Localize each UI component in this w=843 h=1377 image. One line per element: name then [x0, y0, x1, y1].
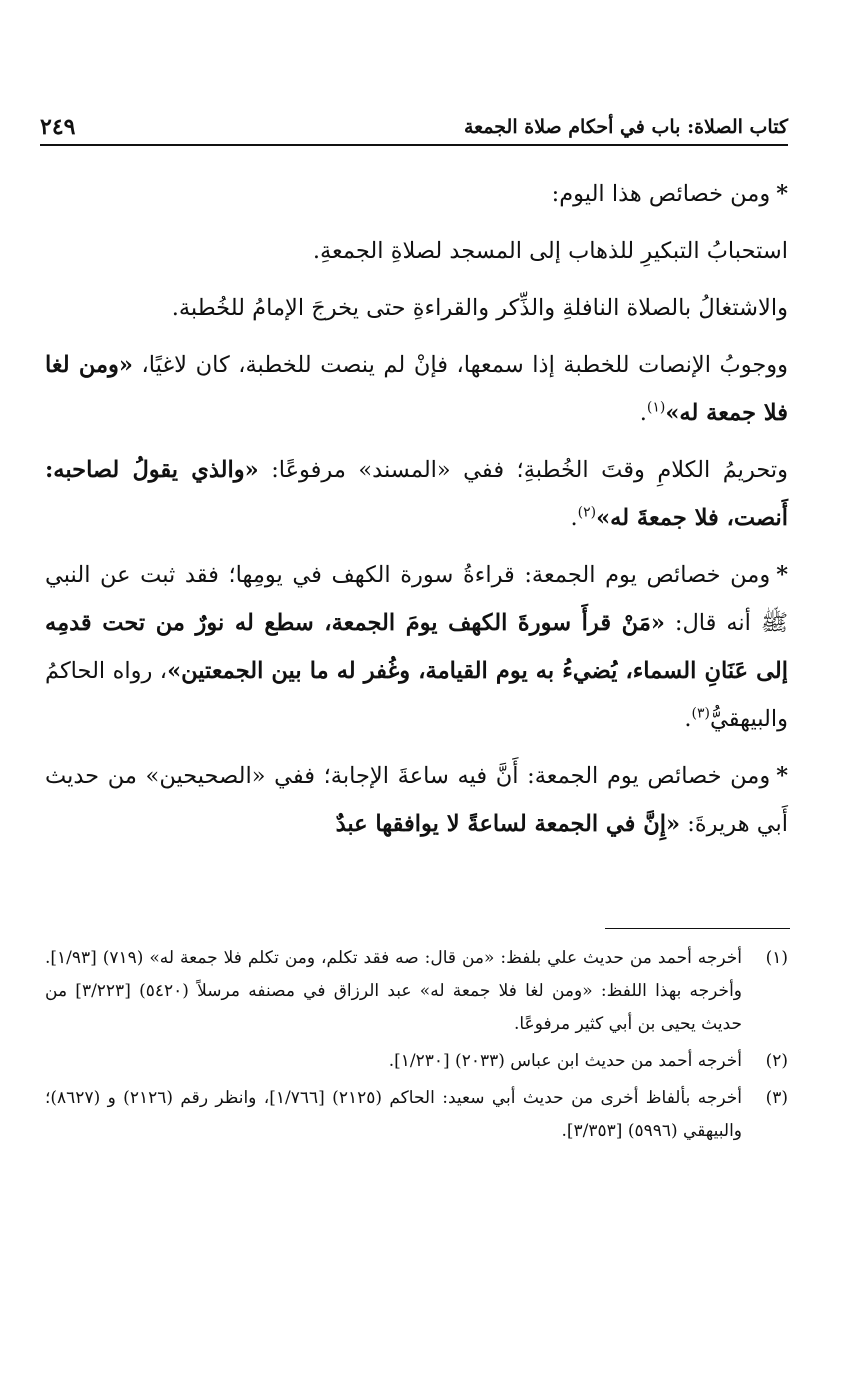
- footnote-ref: (٢): [577, 504, 597, 521]
- footnote-text: أخرجه أحمد من حديث علي بلفظ: «من قال: صه فقد تكلم، ومن تكلم فلا جمعة له» (٧١٩) [١/٩٣]. وأخرجه بهذا اللفظ: «ومن لغا فلا جمعة له» عبد الرزاق في مصنفه مرسلاً (٥٤٢٠) [٣/٢٢٣] من حديث يحيى بن أبي كثير مرفوعًا.: [45, 948, 742, 1034]
- paragraph-text: ومن خصائص يوم الجمعة: أَنَّ فيه ساعةَ الإجابة؛ ففي «الصحيحين» من حديث أَبي هريرةَ:: [45, 763, 788, 837]
- main-text: [45, 170, 788, 857]
- paragraph-text: وتحريمُ الكلامِ وقتَ الخُطبةِ؛ ففي «المسند» مرفوعًا:: [271, 457, 789, 483]
- paragraph-text: ومن خصائص هذا اليوم:: [551, 181, 771, 207]
- sentence-end: .: [684, 706, 692, 732]
- footnote-ref: (١): [646, 399, 666, 416]
- footnote-2: [45, 1045, 788, 1078]
- paragraph-4: [45, 341, 788, 437]
- sentence-end: .: [570, 505, 578, 531]
- paragraph-text: والاشتغالُ بالصلاة النافلةِ والذِّكر والقراءةِ حتى يخرجَ الإمامُ للخُطبة.: [171, 295, 788, 321]
- paragraph-6: [45, 551, 788, 743]
- page-header: [40, 98, 788, 146]
- paragraph-3: [45, 284, 788, 332]
- footnote-text: أخرجه أحمد من حديث ابن عباس (٢٠٣٣) [١/٢٣٠].: [388, 1051, 742, 1071]
- paragraph-1: [45, 170, 788, 218]
- hadith-quote: «إِنَّ في الجمعة لساعةً لا يوافقها عبدٌ: [335, 811, 681, 837]
- paragraph-tail: ، رواه الحاكمُ والبيهقيُّ: [45, 658, 788, 732]
- footnote-number: (٣): [765, 1088, 788, 1108]
- paragraph-5: [45, 446, 788, 542]
- running-title: كتاب الصلاة: باب في أحكام صلاة الجمعة: [463, 116, 788, 138]
- paragraph-text: ووجوبُ الإنصات للخطبة إذا سمعها، فإنْ لم ينصت للخطبة، كان لاغيًا،: [141, 352, 788, 378]
- footnote-text: أخرجه بألفاظ أخرى من حديث أبي سعيد: الحاكم (٢١٢٥) [١/٧٦٦]، وانظر رقم (٢١٢٦) و (٨٦٢٧)؛ والبيهقي (٥٩٩٦) [٣/٣٥٣].: [45, 1088, 743, 1141]
- paragraph-text: ومن خصائص يوم الجمعة: قراءةُ سورة الكهف في يومِها؛ فقد ثبت عن النبي ﷺ أنه قال:: [45, 562, 788, 636]
- footnote-number: (١): [765, 948, 788, 968]
- page-number: ٢٤٩: [40, 114, 76, 140]
- footnotes: [45, 942, 788, 1152]
- hadith-quote: «والذي يقولُ لصاحبه: أَنصت، فلا جمعةَ له»: [45, 457, 788, 531]
- asterisk-marker: *: [776, 562, 788, 588]
- asterisk-marker: *: [776, 763, 788, 789]
- paragraph-7: [45, 752, 788, 848]
- footnote-ref: (٣): [691, 705, 710, 722]
- paragraph-2: [45, 227, 788, 275]
- asterisk-marker: *: [776, 181, 788, 207]
- sentence-end: .: [639, 400, 647, 426]
- hadith-quote: «مَنْ قرأَ سورةَ الكهف يومَ الجمعة، سطع له نورٌ من تحت قدمِه إلى عَنَانِ السماء، يُضيءُ به يوم القيامة، وغُفر له ما بين الجمعتين»: [45, 610, 788, 684]
- footnote-number: (٢): [765, 1051, 788, 1071]
- footnote-3: [45, 1082, 788, 1148]
- footnote-1: [45, 942, 788, 1041]
- paragraph-text: استحبابُ التبكيرِ للذهاب إلى المسجد لصلاةِ الجمعةِ.: [312, 238, 788, 264]
- footnote-separator: [605, 928, 790, 929]
- hadith-quote: «ومن لغا فلا جمعة له»: [45, 352, 788, 426]
